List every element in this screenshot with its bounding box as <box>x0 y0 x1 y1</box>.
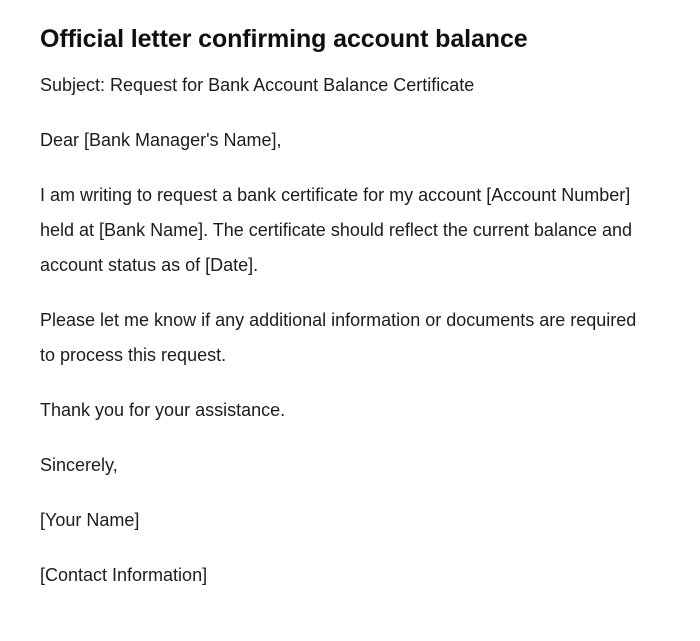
additional-info-paragraph: Please let me know if any additional information or documents are required to process this request. <box>40 310 637 365</box>
thanks-paragraph: Thank you for your assistance. <box>40 400 286 420</box>
closing-line: Sincerely, <box>40 455 118 475</box>
subject-line: Subject: Request for Bank Account Balance Certificate <box>40 75 475 95</box>
signature-contact-line: [Contact Information] <box>40 565 208 585</box>
request-body-paragraph: I am writing to request a bank certificate for my account [Account Number] held at [Bank Name]. The certificate should reflect the current balance and account status as of [Date]. <box>40 185 633 275</box>
page-title: Official letter confirming account balance <box>40 25 528 53</box>
signature-name-line: [Your Name] <box>40 510 140 530</box>
letter-body <box>40 68 660 593</box>
salutation-line: Dear [Bank Manager's Name], <box>40 130 282 150</box>
